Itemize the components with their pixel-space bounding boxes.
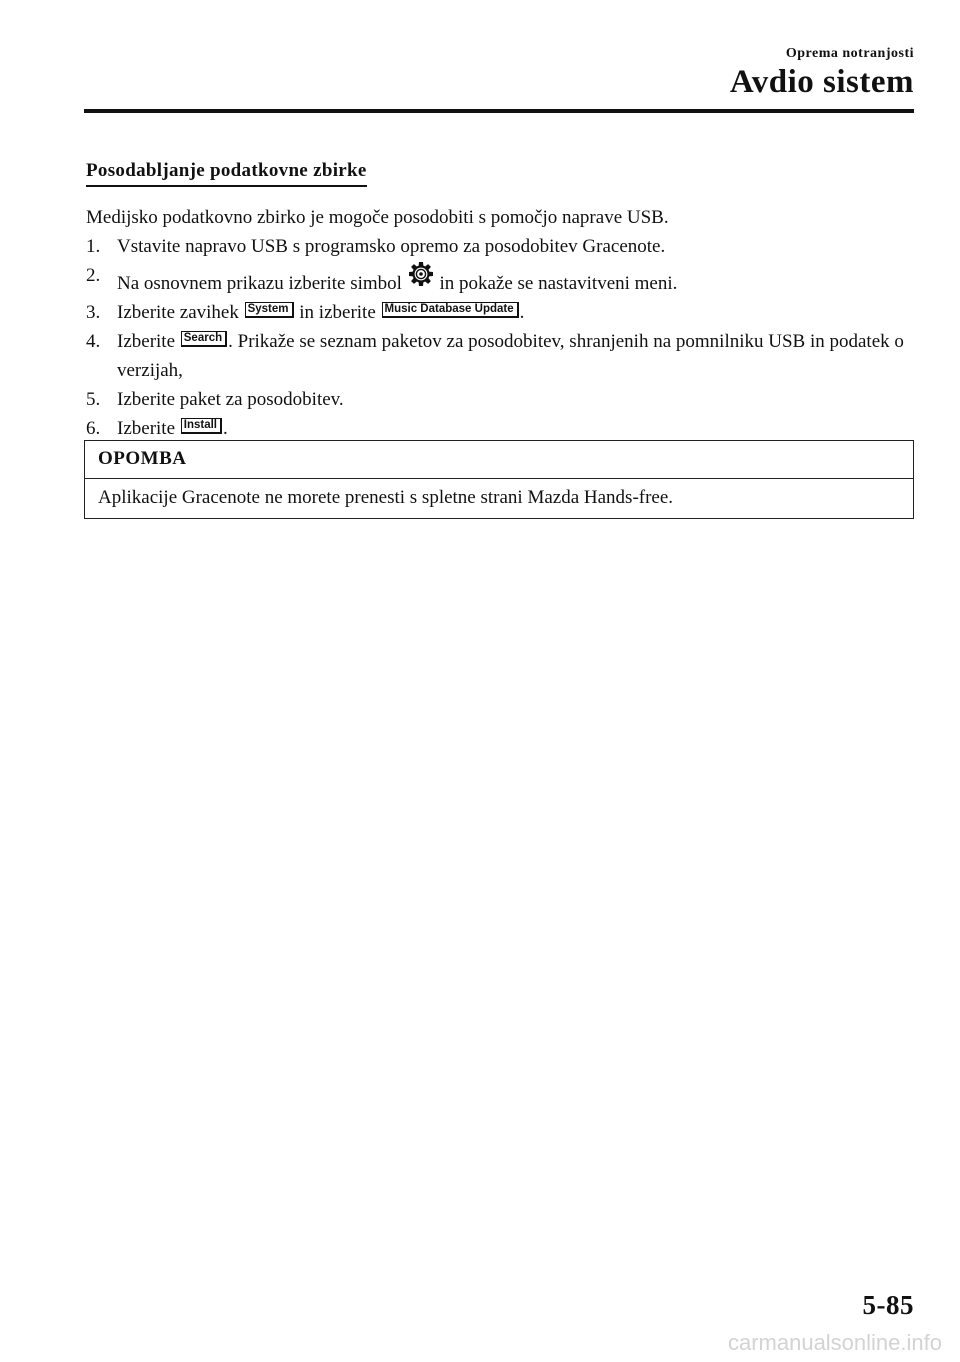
watermark: carmanualsonline.info: [727, 1330, 942, 1355]
step-item: [86, 385, 916, 414]
step-text: [117, 298, 524, 327]
step-text-part: . Prikaže se seznam paketov za posodobitev, shranjenih na pomnilniku USB in podatek o verzijah,: [117, 331, 904, 381]
step-text-part: Izberite zavihek: [117, 302, 239, 323]
step-text-part: .: [519, 302, 525, 323]
step-text: [117, 414, 228, 443]
step-text: [117, 327, 916, 385]
step-text-part: Izberite paket za posodobitev.: [117, 389, 344, 410]
section-heading: Posodabljanje podatkovne zbirke: [86, 160, 367, 187]
step-number: 5.: [86, 389, 101, 410]
section-content: [86, 203, 916, 443]
page-number: 5-85: [862, 1290, 914, 1320]
note-box: [84, 440, 914, 519]
chapter-subtitle: Oprema notranjosti: [785, 46, 914, 61]
music-database-update-button[interactable]: Music Database Update: [382, 302, 519, 318]
search-button[interactable]: Search: [181, 331, 227, 347]
step-number: 6.: [86, 418, 101, 439]
note-title: OPOMBA: [85, 441, 913, 479]
gear-icon[interactable]: [408, 261, 434, 287]
step-list: [86, 232, 916, 443]
step-text: [117, 232, 665, 261]
step-number: 4.: [86, 331, 101, 352]
step-text-part: in pokaže se nastavitveni meni.: [439, 273, 678, 294]
step-text: [117, 385, 344, 414]
chapter-title: Avdio sistem: [729, 64, 914, 100]
step-item: [86, 298, 916, 327]
step-item: [86, 261, 916, 298]
step-number: 2.: [86, 265, 101, 286]
step-item: [86, 232, 916, 261]
intro-paragraph: Medijsko podatkovno zbirko je mogoče posodobiti s pomočjo naprave USB.: [86, 207, 669, 228]
note-text: Aplikacije Gracenote ne morete prenesti s spletne strani Mazda Hands-free.: [98, 487, 674, 508]
install-button[interactable]: Install: [181, 418, 222, 434]
step-text: [117, 261, 677, 298]
step-text-part: .: [223, 418, 228, 439]
step-text-part: Izberite: [117, 331, 176, 352]
step-text-part: in izberite: [299, 302, 376, 323]
step-number: 3.: [86, 302, 101, 323]
step-number: 1.: [86, 236, 101, 257]
step-text-part: Vstavite napravo USB s programsko opremo za posodobitev Gracenote.: [117, 236, 666, 257]
step-text-part: Izberite: [117, 418, 176, 439]
step-item: [86, 414, 916, 443]
system-tab-button[interactable]: System: [245, 302, 294, 318]
header-divider: [84, 109, 914, 113]
step-text-part: Na osnovnem prikazu izberite simbol: [117, 273, 402, 294]
step-item: [86, 327, 916, 385]
